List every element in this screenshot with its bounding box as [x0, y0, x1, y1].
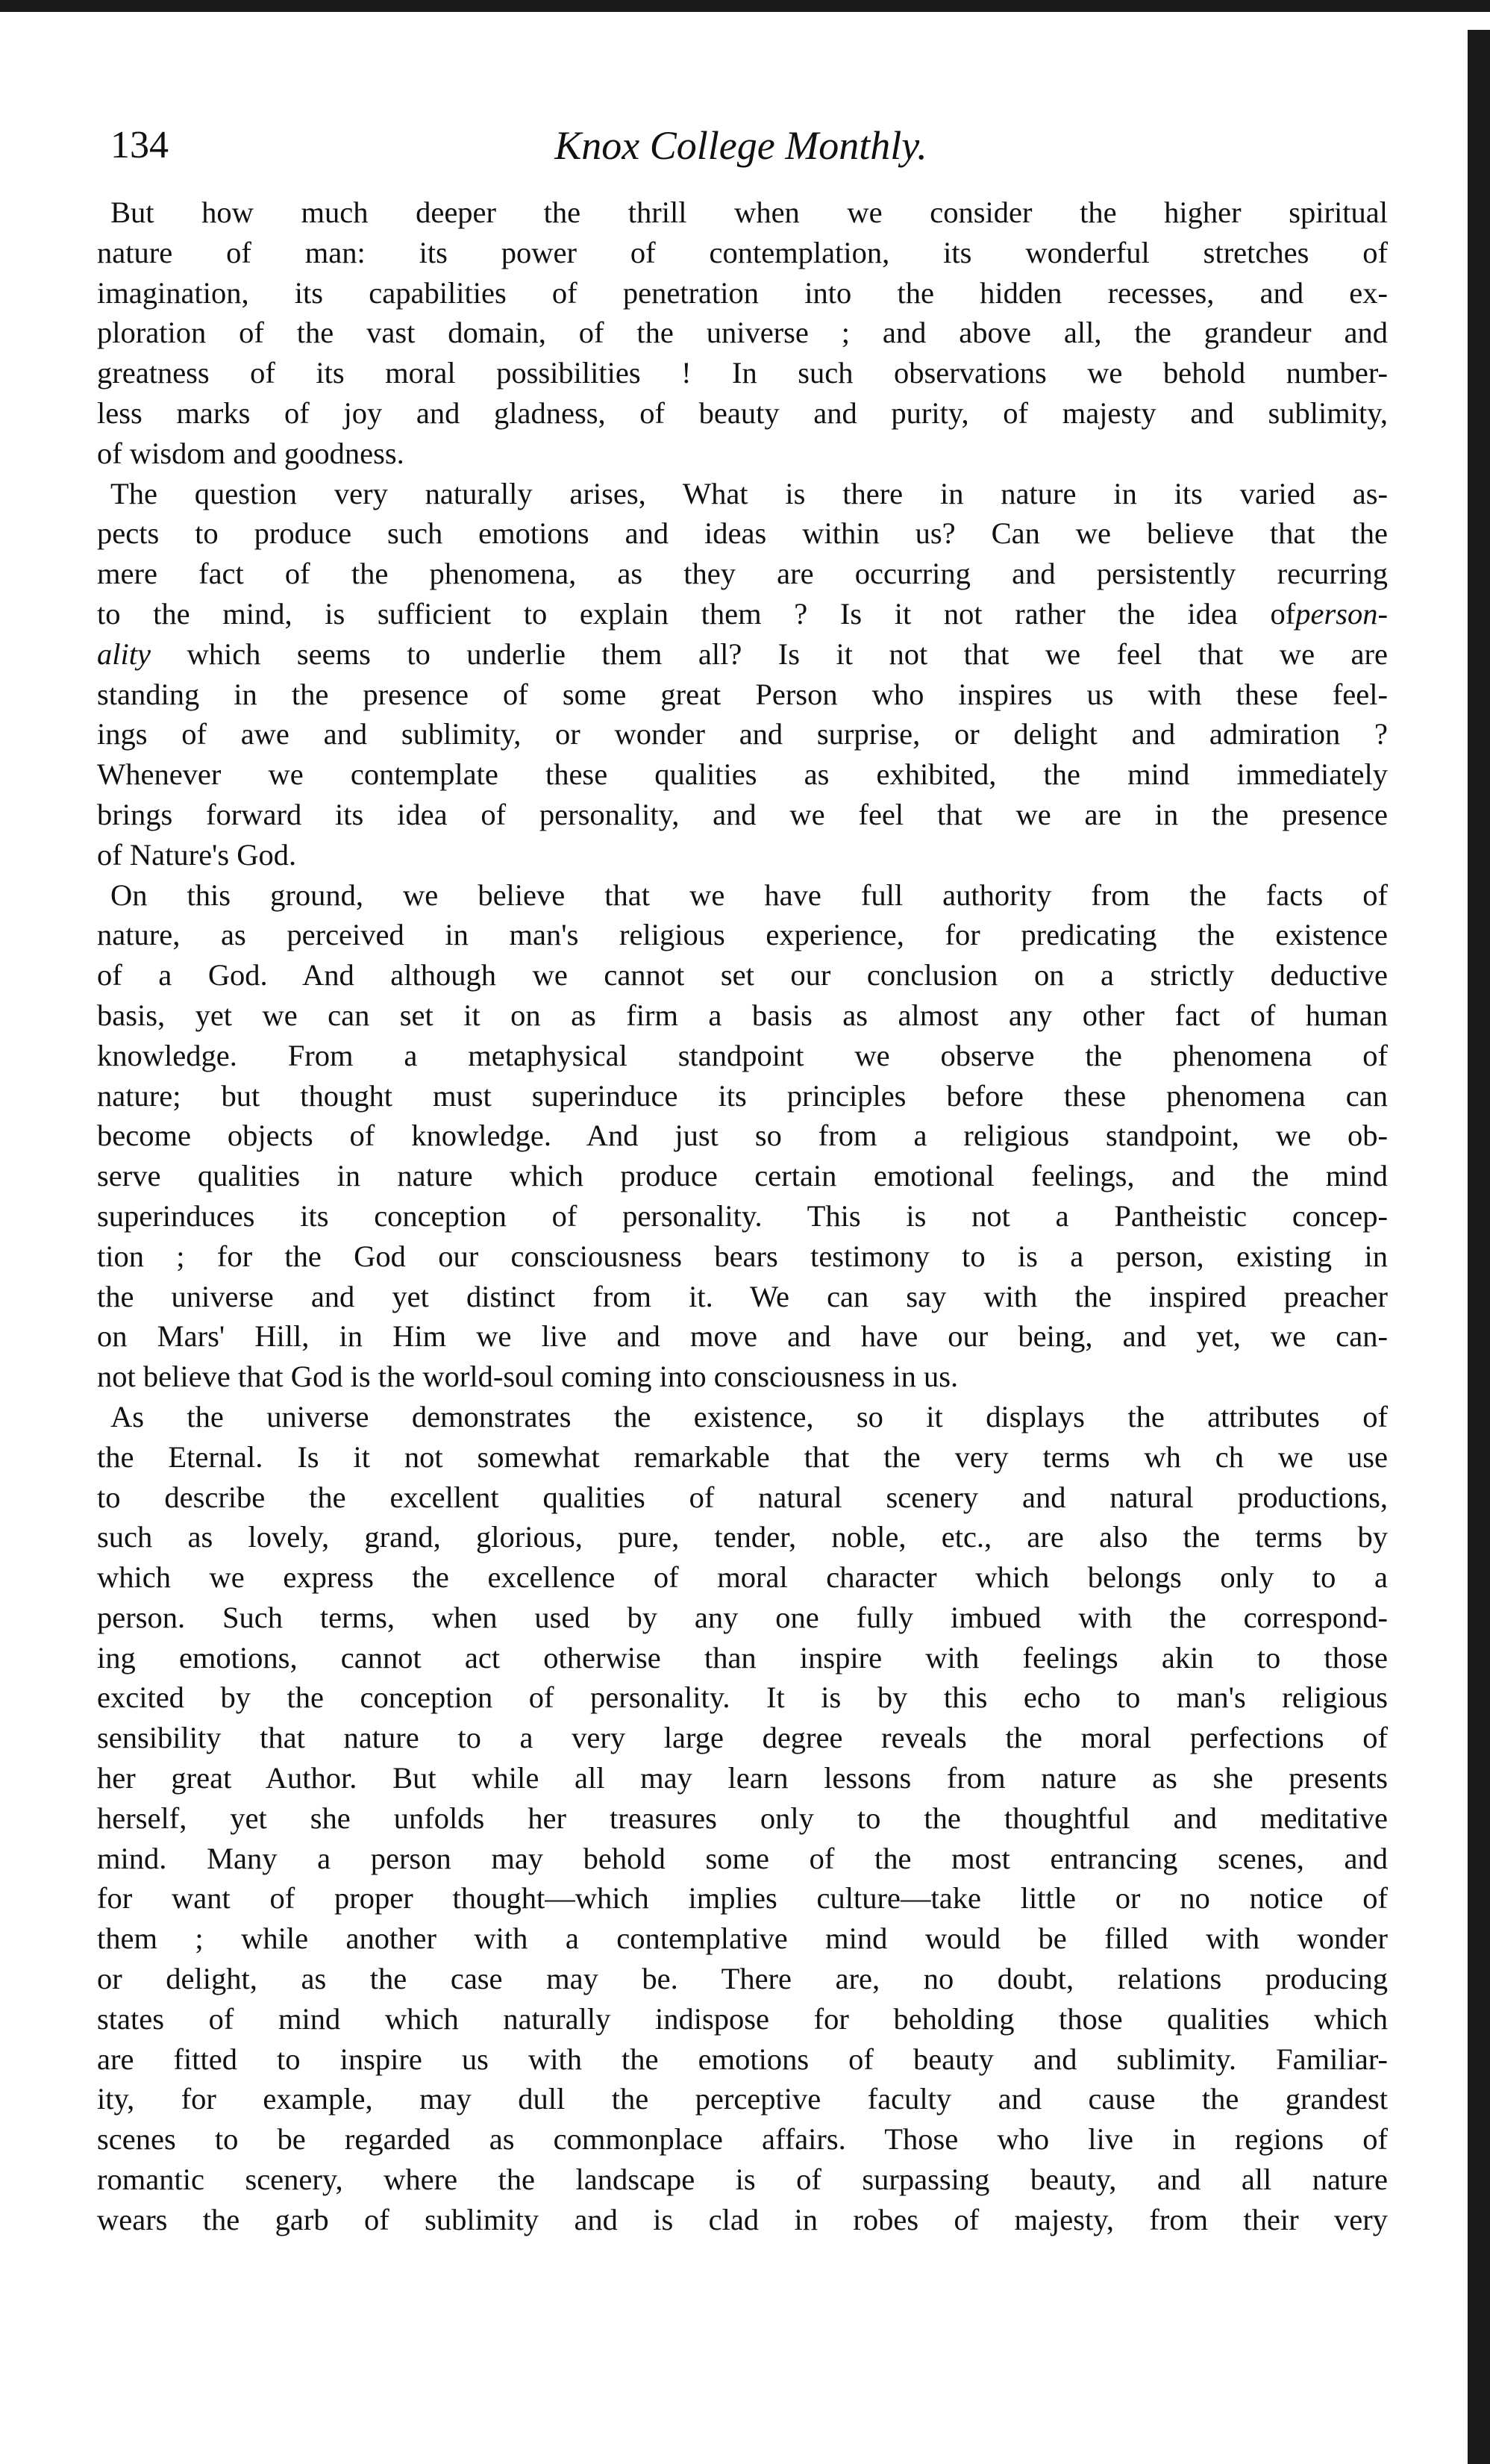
text-line: As the universe demonstrates the existence, so it displays the attributes of — [110, 1399, 1388, 1433]
text-line: states of mind which naturally indispose for beholding those qualities which — [97, 2001, 1388, 2036]
text-line: romantic scenery, where the landscape is of surpassing beauty, and all nature — [97, 2163, 1388, 2197]
text-line: ing emotions, cannot act otherwise than inspire with feelings akin to those — [97, 1640, 1388, 1675]
text-line: pects to produce such emotions and ideas within us? Can we believe that the — [97, 516, 1388, 551]
text-line: Whenever we contemplate these qualities as exhibited, the mind immediately — [97, 757, 1388, 792]
text-line: them ; while another with a contemplative mind would be filled with wonder — [97, 1922, 1388, 1956]
text-line: herself, yet she unfolds her treasures only to the thoughtful and meditative — [97, 1801, 1388, 1835]
text-line: scenes to be regarded as commonplace affairs. Those who live in regions of — [97, 2122, 1388, 2157]
text-line: On this ground, we believe that we have full authority from the facts of — [110, 878, 1388, 912]
text-line: sensibility that nature to a very large degree reveals the moral perfections of — [97, 1721, 1388, 1755]
text-line: serve qualities in nature which produce certain emotional feelings, and the mind — [97, 1159, 1388, 1193]
text-line: are fitted to inspire us with the emotions of beauty and sublimity. Familiar- — [97, 2042, 1388, 2076]
text-line: mere fact of the phenomena, as they are occurring and persistently recurring — [97, 557, 1388, 591]
top-border-rule — [0, 0, 1490, 12]
text-line — [97, 634, 1388, 675]
body-text — [97, 193, 1388, 2240]
right-page-edge — [1468, 30, 1490, 2464]
text-line: basis, yet we can set it on as firm a basis as almost any other fact of human — [97, 998, 1388, 1032]
running-head — [110, 119, 1371, 172]
text-segment: to the mind, is sufficient to explain them ? Is it not rather the idea of — [97, 596, 1296, 631]
page-number: 134 — [110, 124, 169, 166]
text-line: brings forward its idea of personality, and we feel that we are in the presence — [97, 797, 1388, 831]
text-line: greatness of its moral possibilities ! In such observations we behold number- — [97, 356, 1388, 390]
text-line: superinduces its conception of personality. This is not a Pantheistic concep- — [97, 1198, 1388, 1233]
text-line: to describe the excellent qualities of natural scenery and natural productions, — [97, 1480, 1388, 1514]
text-line: excited by the conception of personality. It is by this echo to man's religious — [97, 1680, 1388, 1715]
italic-text: person- — [1295, 596, 1388, 631]
text-line: ings of awe and sublimity, or wonder and surprise, or delight and admiration ? — [97, 717, 1388, 751]
text-line: wears the garb of sublimity and is clad in robes of majesty, from their very — [97, 2202, 1388, 2236]
text-line: tion ; for the God our consciousness bears testimony to is a person, existing in — [97, 1239, 1388, 1273]
text-line: on Mars' Hill, in Him we live and move and have our being, and yet, we can- — [97, 1319, 1388, 1354]
text-line: But how much deeper the thrill when we consider the higher spiritual — [110, 196, 1388, 229]
text-line: The question very naturally arises, What is there in nature in its varied as- — [110, 476, 1388, 510]
italic-text: ality — [97, 637, 151, 671]
text-line: less marks of joy and gladness, of beauty and purity, of majesty and sublimity, — [97, 395, 1388, 430]
text-line: the universe and yet distinct from it. We can say with the inspired preacher — [97, 1279, 1388, 1313]
text-line — [97, 594, 1388, 634]
text-line: which we express the excellence of moral character which belongs only to a — [97, 1560, 1388, 1595]
text-line: her great Author. But while all may learn lessons from nature as she presents — [97, 1761, 1388, 1795]
text-line: person. Such terms, when used by any one fully imbued with the correspond- — [97, 1600, 1388, 1634]
text-line: nature, as perceived in man's religious experience, for predicating the existence — [97, 918, 1388, 952]
text-line: imagination, its capabilities of penetration into the hidden recesses, and ex- — [97, 275, 1388, 310]
text-line: knowledge. From a metaphysical standpoint we observe the phenomena of — [97, 1038, 1388, 1072]
text-line: of Nature's God. — [97, 837, 297, 872]
text-line: or delight, as the case may be. There are, no doubt, relations producing — [97, 1962, 1388, 1996]
text-line: of a God. And although we cannot set our conclusion on a strictly deductive — [97, 958, 1388, 992]
journal-title: Knox College Monthly. — [554, 123, 927, 168]
text-line: mind. Many a person may behold some of the most entrancing scenes, and — [97, 1841, 1388, 1875]
text-line: of wisdom and goodness. — [97, 436, 404, 470]
text-line: standing in the presence of some great Person who inspires us with these feel- — [97, 677, 1388, 711]
text-line: the Eternal. Is it not somewhat remarkable that the very terms wh ch we use — [97, 1439, 1388, 1474]
text-line: nature; but thought must superinduce its principles before these phenomena can — [97, 1078, 1388, 1113]
text-line: such as lovely, grand, glorious, pure, tender, noble, etc., are also the terms by — [97, 1520, 1388, 1554]
text-line: nature of man: its power of contemplation, its wonderful stretches of — [97, 235, 1388, 269]
text-line: for want of proper thought—which implies culture—take little or no notice of — [97, 1881, 1388, 1916]
text-line: not believe that God is the world-soul coming into consciousness in us. — [97, 1360, 959, 1394]
text-line: ity, for example, may dull the perceptive faculty and cause the grandest — [97, 2082, 1388, 2116]
text-line: become objects of knowledge. And just so from a religious standpoint, we ob- — [97, 1119, 1388, 1153]
text-segment: which seems to underlie them all? Is it not that we feel that we are — [150, 637, 1388, 671]
text-line: ploration of the vast domain, of the universe ; and above all, the grandeur and — [97, 316, 1388, 350]
